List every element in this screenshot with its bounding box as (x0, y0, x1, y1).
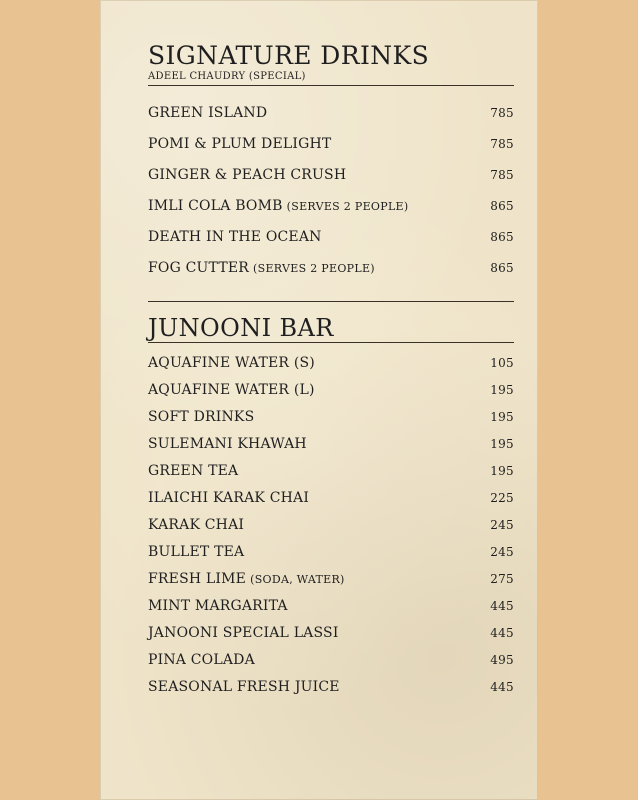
menu-item-label (148, 672, 340, 701)
menu-item-name: AQUAFINE WATER (L) (148, 382, 315, 398)
menu-item (148, 591, 514, 618)
menu-item (148, 402, 514, 429)
menu-item-label (148, 251, 375, 284)
menu-item-name: GINGER & PEACH CRUSH (148, 167, 347, 183)
menu-item-name: AQUAFINE WATER (S) (148, 355, 315, 371)
section-divider-top (148, 301, 514, 302)
menu-item (148, 429, 514, 456)
menu-item-price: 225 (490, 491, 514, 505)
menu-item-label (148, 402, 254, 431)
menu-item-price: 245 (490, 545, 514, 559)
menu-item-price: 245 (490, 518, 514, 532)
menu-item-price: 785 (490, 168, 514, 182)
menu-item-label (148, 127, 331, 160)
menu-item-price: 105 (490, 356, 514, 370)
menu-item-price: 445 (490, 626, 514, 640)
menu-item (148, 537, 514, 564)
menu-item-note: (SODA, WATER) (250, 573, 345, 586)
menu-item-name: SEASONAL FRESH JUICE (148, 679, 340, 695)
menu-item-label (148, 189, 408, 222)
menu-item-label (148, 564, 345, 593)
menu-item-price: 495 (490, 653, 514, 667)
menu-item-note: (SERVES 2 PEOPLE) (286, 200, 409, 213)
menu-item (148, 456, 514, 483)
menu-item-name: FRESH LIME (148, 571, 247, 587)
menu-item (148, 96, 514, 127)
menu-item-price: 785 (490, 106, 514, 120)
menu-item-name: FOG CUTTER (148, 260, 250, 276)
section-title: JUNOONI BAR (148, 314, 334, 342)
menu-item-label (148, 429, 307, 458)
menu-item-name: POMI & PLUM DELIGHT (148, 136, 332, 152)
menu-item-name: BULLET TEA (148, 544, 245, 560)
menu-item-label (148, 220, 322, 253)
section-subtitle: ADEEL CHAUDRY (SPECIAL) (148, 71, 306, 82)
menu-item (148, 564, 514, 591)
menu-item-price: 785 (490, 137, 514, 151)
menu-item-name: JANOONI SPECIAL LASSI (148, 625, 339, 641)
menu-item-label (148, 645, 255, 674)
menu-item-price: 865 (490, 230, 514, 244)
menu-item-label (148, 348, 315, 377)
menu-item-name: KARAK CHAI (148, 517, 245, 533)
menu-item-price: 865 (490, 199, 514, 213)
drinks-menu (148, 42, 514, 699)
menu-item-label (148, 591, 288, 620)
menu-item-label (148, 375, 315, 404)
junooni-bar-section (148, 301, 514, 699)
menu-item-label (148, 537, 244, 566)
menu-item (148, 220, 514, 251)
section-divider (148, 85, 514, 86)
menu-item-name: SULEMANI KHAWAH (148, 436, 307, 452)
menu-item-name: MINT MARGARITA (148, 598, 288, 614)
menu-item (148, 158, 514, 189)
menu-item-price: 865 (490, 261, 514, 275)
menu-item-name: GREEN ISLAND (148, 105, 268, 121)
menu-item (148, 483, 514, 510)
menu-item (148, 348, 514, 375)
menu-item-price: 195 (490, 410, 514, 424)
menu-item-label (148, 96, 267, 129)
section-title: SIGNATURE DRINKS (148, 41, 430, 70)
menu-item-note: (SERVES 2 PEOPLE) (253, 262, 375, 275)
menu-item-price: 195 (490, 464, 514, 478)
menu-item-price: 275 (490, 572, 514, 586)
menu-item-label (148, 618, 339, 647)
menu-item (148, 189, 514, 220)
menu-item-name: IMLI COLA BOMB (148, 198, 283, 214)
menu-item-name: ILAICHI KARAK CHAI (148, 490, 310, 506)
menu-item (148, 672, 514, 699)
section-divider (148, 342, 514, 343)
menu-item (148, 510, 514, 537)
menu-item-price: 195 (490, 383, 514, 397)
menu-item-price: 195 (490, 437, 514, 451)
signature-drinks-list (148, 96, 514, 282)
menu-item (148, 251, 514, 282)
menu-item (148, 645, 514, 672)
menu-item-name: PINA COLADA (148, 652, 255, 668)
junooni-bar-list (148, 348, 514, 699)
menu-item-label (148, 510, 244, 539)
menu-item-name: DEATH IN THE OCEAN (148, 229, 322, 245)
menu-item-label (148, 158, 346, 191)
menu-item (148, 375, 514, 402)
menu-item-price: 445 (490, 680, 514, 694)
menu-item (148, 618, 514, 645)
signature-drinks-section (148, 42, 514, 282)
menu-item-price: 445 (490, 599, 514, 613)
menu-item-name: SOFT DRINKS (148, 409, 255, 425)
menu-page (100, 0, 538, 800)
menu-item-label (148, 483, 309, 512)
menu-item-label (148, 456, 238, 485)
menu-item-name: GREEN TEA (148, 463, 239, 479)
menu-item (148, 127, 514, 158)
